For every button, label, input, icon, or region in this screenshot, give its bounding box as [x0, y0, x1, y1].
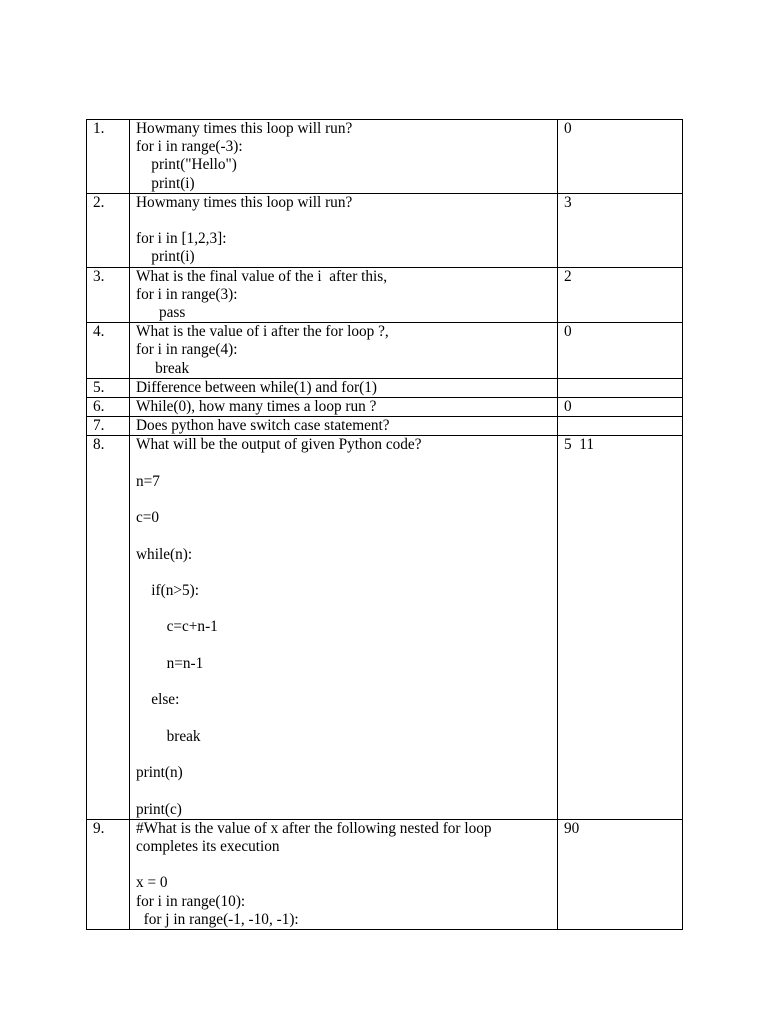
question-number: 3.	[87, 267, 130, 323]
question-number: 8.	[87, 436, 130, 819]
question-table	[86, 119, 683, 930]
question-text: What is the value of i after the for loop ?, for i in range(4): break	[130, 323, 558, 379]
table-row	[87, 120, 683, 194]
answer-cell: 3	[558, 193, 683, 267]
table-row	[87, 398, 683, 417]
question-text: Howmany times this loop will run? for i in range(-3): print("Hello") print(i)	[130, 120, 558, 194]
answer-cell: 0	[558, 323, 683, 379]
answer-cell: 90	[558, 819, 683, 929]
answer-cell	[558, 417, 683, 436]
table-row	[87, 267, 683, 323]
question-text: Does python have switch case statement?	[130, 417, 558, 436]
question-text: While(0), how many times a loop run ?	[130, 398, 558, 417]
table-row	[87, 193, 683, 267]
question-number: 2.	[87, 193, 130, 267]
question-number: 6.	[87, 398, 130, 417]
answer-cell	[558, 378, 683, 397]
answer-cell: 5 11	[558, 436, 683, 819]
table-row	[87, 378, 683, 397]
question-text: What is the final value of the i after this, for i in range(3): pass	[130, 267, 558, 323]
table-row	[87, 417, 683, 436]
question-text: Difference between while(1) and for(1)	[130, 378, 558, 397]
question-number: 4.	[87, 323, 130, 379]
answer-cell: 0	[558, 120, 683, 194]
question-text: Howmany times this loop will run? for i in [1,2,3]: print(i)	[130, 193, 558, 267]
answer-cell: 2	[558, 267, 683, 323]
question-number: 7.	[87, 417, 130, 436]
table-row	[87, 819, 683, 929]
answer-cell: 0	[558, 398, 683, 417]
question-number: 9.	[87, 819, 130, 929]
question-text: #What is the value of x after the following nested for loop completes its execution x = 0 for i in range(10): for j in range(-1, -10, -1):	[130, 819, 558, 929]
question-number: 1.	[87, 120, 130, 194]
table-row	[87, 323, 683, 379]
question-text: What will be the output of given Python code? n=7 c=0 while(n): if(n>5): c=c+n-1 n=n-1 else: break print(n) print(c)	[130, 436, 558, 819]
question-number: 5.	[87, 378, 130, 397]
table-row	[87, 436, 683, 819]
